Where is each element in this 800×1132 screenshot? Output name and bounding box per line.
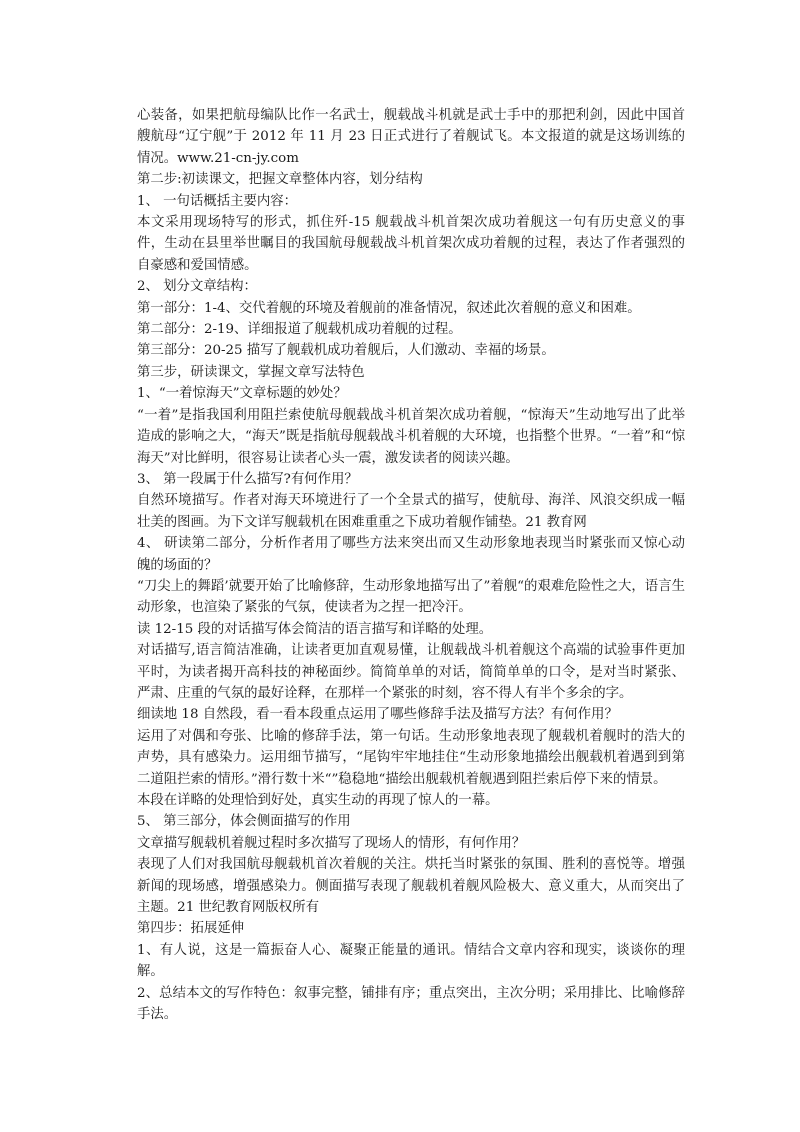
answer-dialogue: 对话描写,语言简洁准确，让读者更加直观易懂，让舰载战斗机着舰这个高端的试验事件更加平时，为读者揭开高科技的神秘面纱。简简单单的对话，简简单单的口令，是对当时紧张、严肃、庄重的气氛的最好诠释，在那样一个紧张的时刻，容不得人有半个多余的字。 — [137, 643, 685, 701]
answer-title: “一着”是指我国利用阻拦索使航母舰载战斗机首架次成功着舰，“惊海天”生动地写出了此举造成的影响之大，“海天”既是指航母舰载战斗机着舰的大环境，也指整个世界。“一着”和“惊海天”对比鲜明，很容易让读者心头一震，激发读者的阅读兴趣。 — [137, 407, 685, 466]
extension-question-1: 1、有人说，这是一篇振奋人心、凝聚正能量的通讯。情结合文章内容和现实，谈谈你的理解。 — [137, 942, 685, 980]
paragraph-conclusion: 本段在详略的处理恰到好处，真实生动的再现了惊人的一幕。 — [137, 793, 499, 808]
question-title: 1、“一着惊海天”文章标题的妙处？ — [137, 386, 347, 402]
answer-side-description: 表现了人们对我国航母舰载机首次着舰的关注。烘托当时紧张的氛围、胜利的喜悦等。增强新闻的现场感，增强感染力。侧面描写表现了舰载机着舰风险极大、意义重大，从而突出了主题。21 世纪教育网版权所有 — [137, 857, 685, 916]
question-side-description: 文章描写舰载机着舰过程时多次描写了现场人的情形，有何作用？ — [137, 835, 526, 851]
extension-question-2: 2、总结本文的写作特色：叙事完整，铺排有序；重点突出，主次分明；采用排比、比喻修辞手法。 — [137, 985, 685, 1023]
question-first-paragraph: 3、 第一段属于什么描写?有何作用？ — [137, 471, 358, 487]
paragraph-part-one: 第一部分：1-4、交代着舰的环境及着舰前的准备情况，叙述此次着舰的意义和困难。 — [137, 300, 641, 316]
paragraph-part-three: 第三部分：20-25 描写了舰载机成功着舰后，人们激动、幸福的场景。 — [137, 343, 555, 359]
answer-first-paragraph: 自然环境描写。作者对海天环境进行了一个全景式的描写，使航母、海洋、风浪交织成一幅壮美的图画。为下文详写舰载机在困难重重之下成功着舰作铺垫。21 教育网 — [137, 493, 685, 530]
paragraph-intro: 心装备，如果把航母编队比作一名武士，舰载战斗机就是武士手中的那把利剑，因此中国首艘航母“辽宁舰”于 2012 年 11 月 23 日正式进行了着舰试飞。本文报道的就是这场训练的情况。www.21-cn-jy.com — [137, 108, 685, 166]
question-paragraph-18: 细读地 18 自然段，看一看本段重点运用了哪些修辞手法及描写方法？有何作用？ — [137, 707, 618, 723]
heading-step-two: 第二步:初读课文，把握文章整体内容，划分结构 — [137, 172, 423, 188]
list-item-summary-heading: 1、 一句话概括主要内容： — [137, 193, 298, 209]
answer-paragraph-18: 运用了对偶和夸张、比喻的修辞手法，第一句话。生动形象地表现了舰载机着舰时的浩大的声势，具有感染力。运用细节描写，“尾钩牢牢地挂住“生动形象地描绘出舰载机着遇到到第二道阻拦索的情形。”滑行数十米“”稳稳地“描绘出舰载机着舰遇到阻拦索后停下来的情景。 — [137, 728, 685, 787]
list-item-structure-heading: 2、 划分文章结构： — [137, 279, 257, 295]
document-body — [137, 105, 685, 1025]
heading-step-three: 第三步，研读课文，掌握文章写法特色 — [137, 364, 365, 380]
answer-part-two: “刀尖上的舞蹈’就要开始了比喻修辞，生动形象地描写出了”着舰“的艰难危险性之大，语言生动形象，也渲染了紧张的气氛，使读者为之捏一把冷汗。 — [137, 578, 685, 616]
question-part-two: 4、 研读第二部分，分析作者用了哪些方法来突出而又生动形象地表现当时紧张而又惊心动魄的场面的？ — [137, 536, 685, 573]
heading-step-four: 第四步：拓展延伸 — [137, 921, 245, 937]
question-dialogue: 读 12-15 段的对话描写体会简洁的语言描写和详略的处理。 — [137, 621, 493, 637]
question-part-three: 5、 第三部分，体会侧面描写的作用 — [137, 814, 351, 830]
paragraph-part-two: 第二部分：2-19、详细报道了舰载机成功着舰的过程。 — [137, 322, 462, 338]
paragraph-summary: 本文采用现场特写的形式，抓住歼-15 舰载战斗机首架次成功着舰这一句有历史意义的事件，生动在县里举世瞩目的我国航母舰载战斗机首架次成功着舰的过程，表达了作者强烈的自豪感和爱国情感。 — [137, 215, 685, 273]
